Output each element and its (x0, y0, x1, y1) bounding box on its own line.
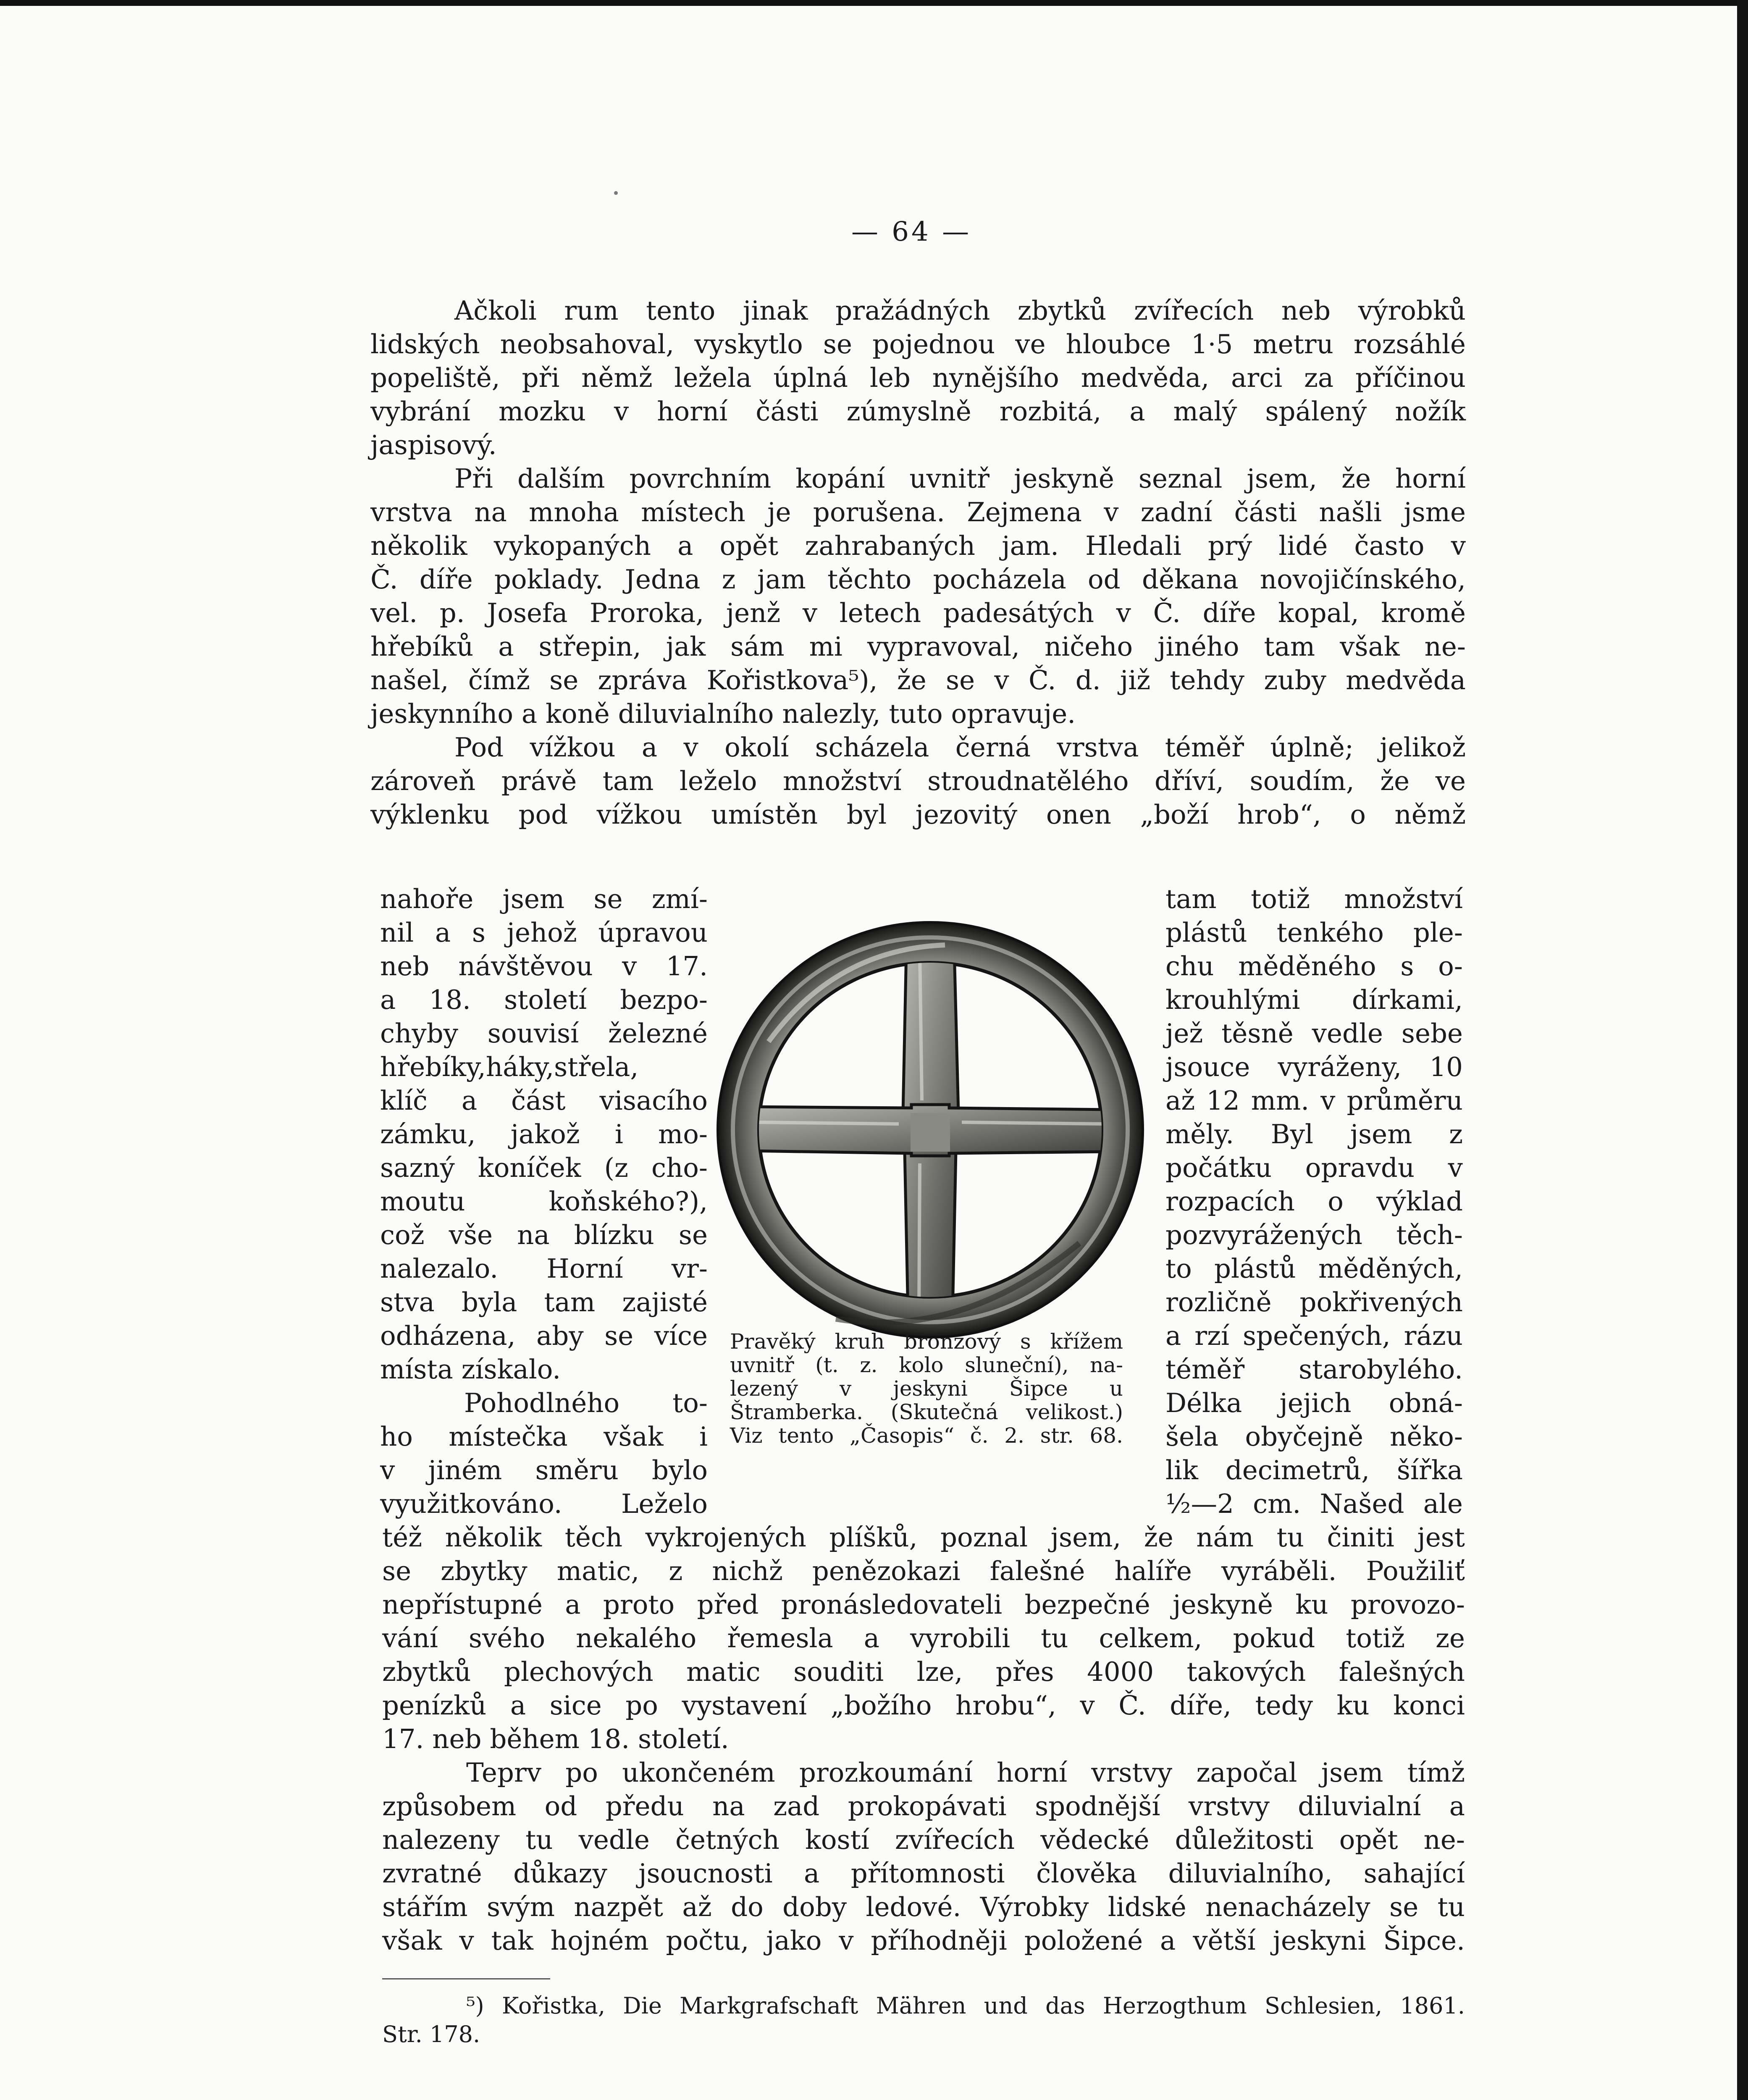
text-line: nil a s jehož úpravou (380, 917, 708, 948)
text-line: 17. neb během 18. století. (382, 1724, 729, 1754)
text-line: neb návštěvou v 17. (380, 951, 708, 982)
text-line: hřebíky,háky,střela, (380, 1052, 639, 1082)
text-line: Délka jejich obná- (1165, 1388, 1463, 1418)
text-line: nahoře jsem se zmí- (380, 884, 708, 914)
text-line: chu měděného s o- (1165, 951, 1463, 982)
bronze-sun-wheel-image (710, 916, 1151, 1344)
text-line: jaspisový. (370, 430, 497, 460)
text-line: rozpacích o výklad (1165, 1186, 1463, 1217)
text-line: a rzí spečených, rázu (1165, 1320, 1463, 1351)
text-line: nalezalo. Horní vr- (380, 1253, 708, 1284)
text-line: to plástů měděných, (1165, 1253, 1463, 1284)
text-line: chyby souvisí železné (380, 1018, 708, 1049)
text-line: několik vykopaných a opět zahrabaných jam. Hledali prý lidé často v (370, 530, 1466, 561)
text-line: téměř starobylého. (1165, 1354, 1463, 1385)
text-line: nepřístupné a proto před pronásledovateli bezpečné jeskyně ku provozo- (382, 1589, 1465, 1620)
text-line: Pohodlného to- (464, 1388, 708, 1418)
text-line: počátku opravdu v (1165, 1152, 1463, 1183)
text-line: plástů tenkého ple- (1165, 917, 1463, 948)
page-right-edge (1737, 0, 1748, 2100)
text-line: a 18. století bezpo- (380, 984, 708, 1015)
text-line: místa získalo. (380, 1354, 561, 1385)
text-line: pozvyrážených těch- (1165, 1220, 1463, 1250)
text-line: jsouce vyráženy, 10 (1165, 1052, 1463, 1082)
text-line: vybrání mozku v horní části zúmyslně rozbitá, a malý spálený nožík (370, 396, 1466, 427)
text-line: v jiném směru bylo (380, 1455, 708, 1486)
text-line: odházena, aby se více (380, 1320, 708, 1351)
footnote-line: ⁵) Kořistka, Die Markgrafschaft Mähren und das Herzogthum Schlesien, 1861. (466, 1992, 1465, 2019)
top-text-block (370, 294, 1466, 832)
text-line: měly. Byl jsem z (1165, 1119, 1463, 1150)
text-line: lidských neobsahoval, vyskytlo se pojednou ve hloubce 1·5 metru rozsáhlé (370, 329, 1466, 360)
text-line: Pod vížkou a v okolí scházela černá vrstva téměř úplně; jelikož (454, 732, 1466, 763)
text-line: moutu koňského?), (380, 1186, 708, 1217)
figure-caption (730, 1330, 1123, 1447)
footnote-divider (382, 1978, 550, 1979)
text-line: penízků a sice po vystavení „božího hrobu“, v Č. díře, tedy ku konci (382, 1690, 1465, 1721)
text-line: jeskynního a koně diluvialního nalezly, tuto opravuje. (370, 698, 1076, 729)
text-line: hřebíků a střepin, jak sám mi vypravoval, ničeho jiného tam však ne- (370, 631, 1466, 662)
text-line: ½—2 cm. Našed ale (1165, 1488, 1463, 1519)
text-line: zároveň právě tam leželo množství stroudnatělého dříví, soudím, že ve (370, 766, 1466, 796)
page-number: — 64 — (851, 216, 972, 247)
text-line: zámku, jakož i mo- (380, 1119, 708, 1150)
caption-line: Pravěký kruh bronzový s křížem (730, 1329, 1123, 1354)
text-line: lik decimetrů, šířka (1165, 1455, 1463, 1486)
text-line: vrstva na mnoha místech je porušena. Zejmena v zadní části našli jsme (370, 497, 1466, 528)
left-column-text (380, 882, 708, 1521)
text-line: Ačkoli rum tento jinak pražádných zbytků zvířecích neb výrobků (454, 295, 1466, 326)
ink-speck (614, 191, 618, 195)
text-line: šela obyčejně něko- (1165, 1421, 1463, 1452)
text-line: zbytků plechových matic souditi lze, přes 4000 takových falešných (382, 1656, 1465, 1687)
text-line: což vše na blízku se (380, 1220, 708, 1250)
caption-line: Viz tento „Časopis“ č. 2. str. 68. (730, 1423, 1123, 1448)
text-line: až 12 mm. v průměru (1165, 1085, 1463, 1116)
text-line: vel. p. Josefa Proroka, jenž v letech padesátých v Č. díře kopal, kromě (370, 598, 1466, 628)
bottom-text-block (382, 1521, 1465, 1958)
text-line: se zbytky matic, z nichž penězokazi falešné halíře vyráběli. Použiliť (382, 1556, 1465, 1586)
sun-wheel-figure (710, 916, 1151, 1344)
footnote (382, 1992, 1465, 2049)
caption-line: uvnitř (t. z. kolo sluneční), na- (730, 1353, 1123, 1377)
text-line: využitkováno. Leželo (380, 1488, 708, 1519)
text-line: výklenku pod vížkou umístěn byl jezovitý onen „boží hrob“, o němž (370, 799, 1466, 830)
text-line: jež těsně vedle sebe (1165, 1018, 1463, 1049)
text-line: též několik těch vykrojených plíšků, poznal jsem, že nám tu činiti jest (382, 1522, 1465, 1553)
text-line: rozličně pokřivených (1165, 1287, 1463, 1318)
text-line: tam totiž množství (1165, 884, 1463, 914)
text-line: krouhlými dírkami, (1165, 984, 1463, 1015)
text-line: ho místečka však i (380, 1421, 708, 1452)
text-line: Při dalším povrchním kopání uvnitř jeskyně seznal jsem, že horní (454, 463, 1466, 494)
text-line: sazný koníček (z cho- (380, 1152, 708, 1183)
text-line: Č. díře poklady. Jedna z jam těchto pocházela od děkana novojičínského, (370, 564, 1466, 595)
text-line: nalezeny tu vedle četných kostí zvířecích vědecké důležitosti opět ne- (382, 1824, 1465, 1855)
right-column-text (1165, 882, 1463, 1521)
page-top-edge (0, 0, 1748, 6)
text-line: klíč a část visacího (380, 1085, 708, 1116)
text-line: vání svého nekalého řemesla a vyrobili tu celkem, pokud totiž ze (382, 1623, 1465, 1654)
caption-line: Štramberka. (Skutečná velikost.) (730, 1400, 1123, 1424)
text-line: však v tak hojném počtu, jako v příhodněji položené a větší jeskyni Šipce. (382, 1925, 1465, 1956)
text-line: stva byla tam zajisté (380, 1287, 708, 1318)
text-line: Teprv po ukončeném prozkoumání horní vrstvy započal jsem tímž (466, 1757, 1465, 1788)
text-line: zvratné důkazy jsoucnosti a přítomnosti člověka diluvialního, sahající (382, 1858, 1465, 1889)
caption-line: lezený v jeskyni Šipce u (730, 1376, 1123, 1401)
footnote-line: Str. 178. (382, 2021, 480, 2048)
text-line: způsobem od předu na zad prokopávati spodnější vrstvy diluvialní a (382, 1791, 1465, 1822)
text-line: popeliště, při němž ležela úplná leb nynějšího medvěda, arci za příčinou (370, 362, 1466, 393)
text-line: stářím svým nazpět až do doby ledové. Výrobky lidské nenacházely se tu (382, 1892, 1465, 1922)
text-line: našel, čímž se zpráva Kořistkova⁵), že se v Č. d. již tehdy zuby medvěda (370, 665, 1466, 696)
